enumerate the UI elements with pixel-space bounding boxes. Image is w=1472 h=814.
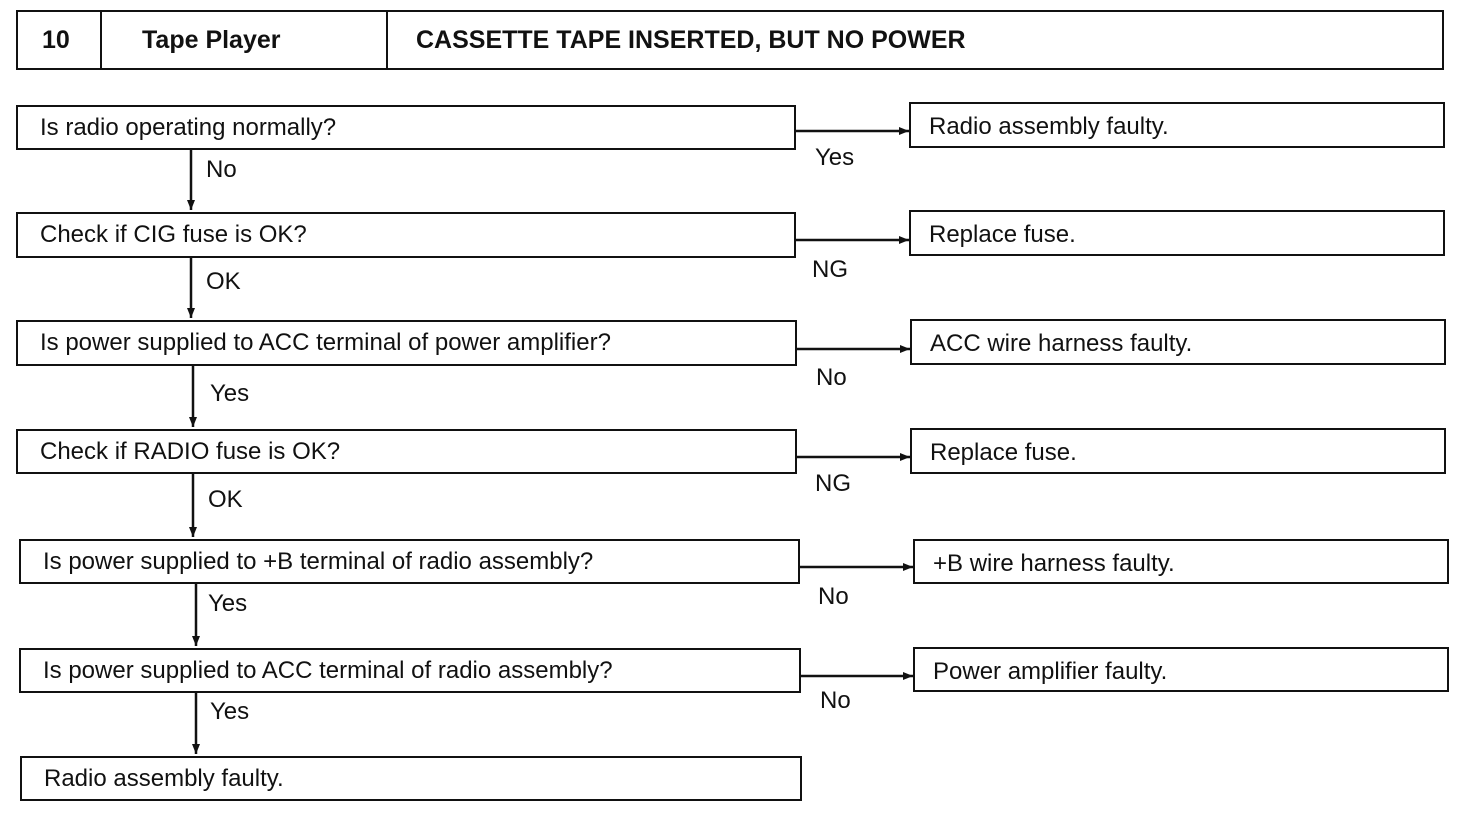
down-label-4: OK <box>208 486 243 513</box>
procedure-number: 10 <box>18 12 102 68</box>
result-box-2: Replace fuse. <box>909 210 1445 256</box>
system-name: Tape Player <box>102 12 388 68</box>
side-label-3: No <box>816 364 847 391</box>
question-box-4: Check if RADIO fuse is OK? <box>16 429 797 474</box>
question-box-3: Is power supplied to ACC terminal of power amplifier? <box>16 320 797 366</box>
down-label-2: OK <box>206 268 241 295</box>
result-box-6: Power amplifier faulty. <box>913 647 1449 692</box>
down-label-3: Yes <box>210 380 250 407</box>
result-box-1: Radio assembly faulty. <box>909 102 1445 148</box>
question-box-5: Is power supplied to +B terminal of radio assembly? <box>19 539 800 584</box>
down-label-5: Yes <box>208 590 248 617</box>
result-box-3: ACC wire harness faulty. <box>910 319 1446 365</box>
side-label-5: No <box>818 583 849 610</box>
side-label-6: No <box>820 687 851 714</box>
side-label-4: NG <box>815 470 851 497</box>
side-label-2: NG <box>812 256 848 283</box>
symptom-title: CASSETTE TAPE INSERTED, BUT NO POWER <box>416 25 966 54</box>
side-label-1: Yes <box>815 144 855 171</box>
final-result-box: Radio assembly faulty. <box>20 756 802 801</box>
result-box-4: Replace fuse. <box>910 428 1446 474</box>
result-box-5: +B wire harness faulty. <box>913 539 1449 584</box>
down-label-1: No <box>206 156 237 183</box>
question-box-6: Is power supplied to ACC terminal of radio assembly? <box>19 648 801 693</box>
question-box-2: Check if CIG fuse is OK? <box>16 212 796 258</box>
question-box-1: Is radio operating normally? <box>16 105 796 150</box>
down-label-6: Yes <box>210 698 250 725</box>
